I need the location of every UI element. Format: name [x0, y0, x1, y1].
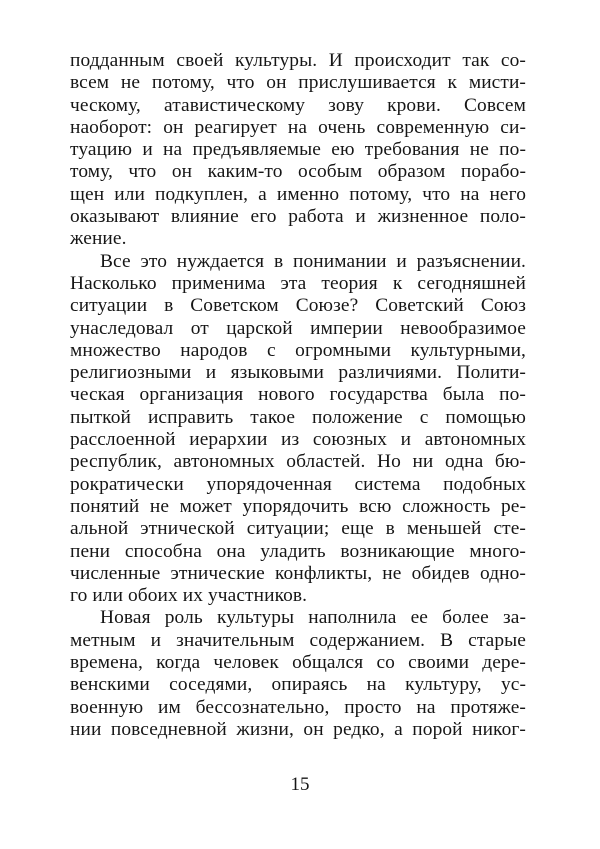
- text-line: унаследовал от царской империи невообразимое: [70, 317, 526, 339]
- text-line: тому, что он каким-то особым образом порабо-: [70, 161, 526, 183]
- text-line: го или обоих их участников.: [70, 585, 308, 607]
- text-line: понятий не может упорядочить всю сложность ре-: [70, 495, 526, 517]
- text-line: религиозными и языковыми различиями. Полити-: [70, 362, 526, 384]
- text-line: альной этнической ситуации; еще в меньшей сте-: [70, 518, 526, 540]
- text-line: Все это нуждается в понимании и разъяснении.: [100, 250, 526, 272]
- page-number: 15: [290, 774, 310, 795]
- text-line: рократически упорядоченная система подобных: [70, 473, 526, 495]
- text-line: военную им бессознательно, просто на протяже-: [70, 696, 526, 718]
- text-line: всем не потому, что он прислушивается к мисти-: [70, 72, 526, 94]
- text-line: ческая организация нового государства была по-: [70, 384, 526, 406]
- text-line: Новая роль культуры наполнила ее более за-: [100, 607, 526, 629]
- text-line: времена, когда человек общался со своими дере-: [70, 652, 526, 674]
- book-page-text: [70, 50, 526, 741]
- text-line: ситуации в Советском Союзе? Советский Союз: [70, 295, 526, 317]
- text-line: нии повседневной жизни, он редко, а порой никог-: [70, 718, 526, 740]
- text-line: пени способна она уладить возникающие много-: [70, 540, 526, 562]
- text-line: оказывают влияние его работа и жизненное поло-: [70, 206, 526, 228]
- text-line: наоборот: он реагирует на очень современную си-: [70, 116, 526, 138]
- text-line: пыткой исправить такое положение с помощью: [70, 406, 526, 428]
- text-line: щен или подкуплен, а именно потому, что на него: [70, 183, 526, 205]
- text-line: подданным своей культуры. И происходит так со-: [70, 50, 526, 71]
- text-line: ческому, атавистическому зову крови. Совсем: [70, 94, 526, 116]
- text-line: расслоенной иерархии из союзных и автономных: [70, 429, 526, 451]
- text-line: жение.: [70, 228, 127, 250]
- text-line: метным и значительным содержанием. В старые: [70, 629, 526, 651]
- paragraph: [70, 251, 526, 608]
- text-line: республик, автономных областей. Но ни одна бю-: [70, 451, 526, 473]
- paragraph: [70, 607, 526, 741]
- text-line: туацию и на предъявляемые ею требования не по-: [70, 139, 526, 161]
- text-line: численные этнические конфликты, не обидев одно-: [70, 562, 526, 584]
- text-line: Насколько применима эта теория к сегодняшней: [70, 272, 526, 294]
- text-line: венскими соседями, опираясь на культуру, ус-: [70, 674, 526, 696]
- text-line: множество народов с огромными культурными,: [70, 339, 526, 361]
- paragraph: [70, 50, 526, 251]
